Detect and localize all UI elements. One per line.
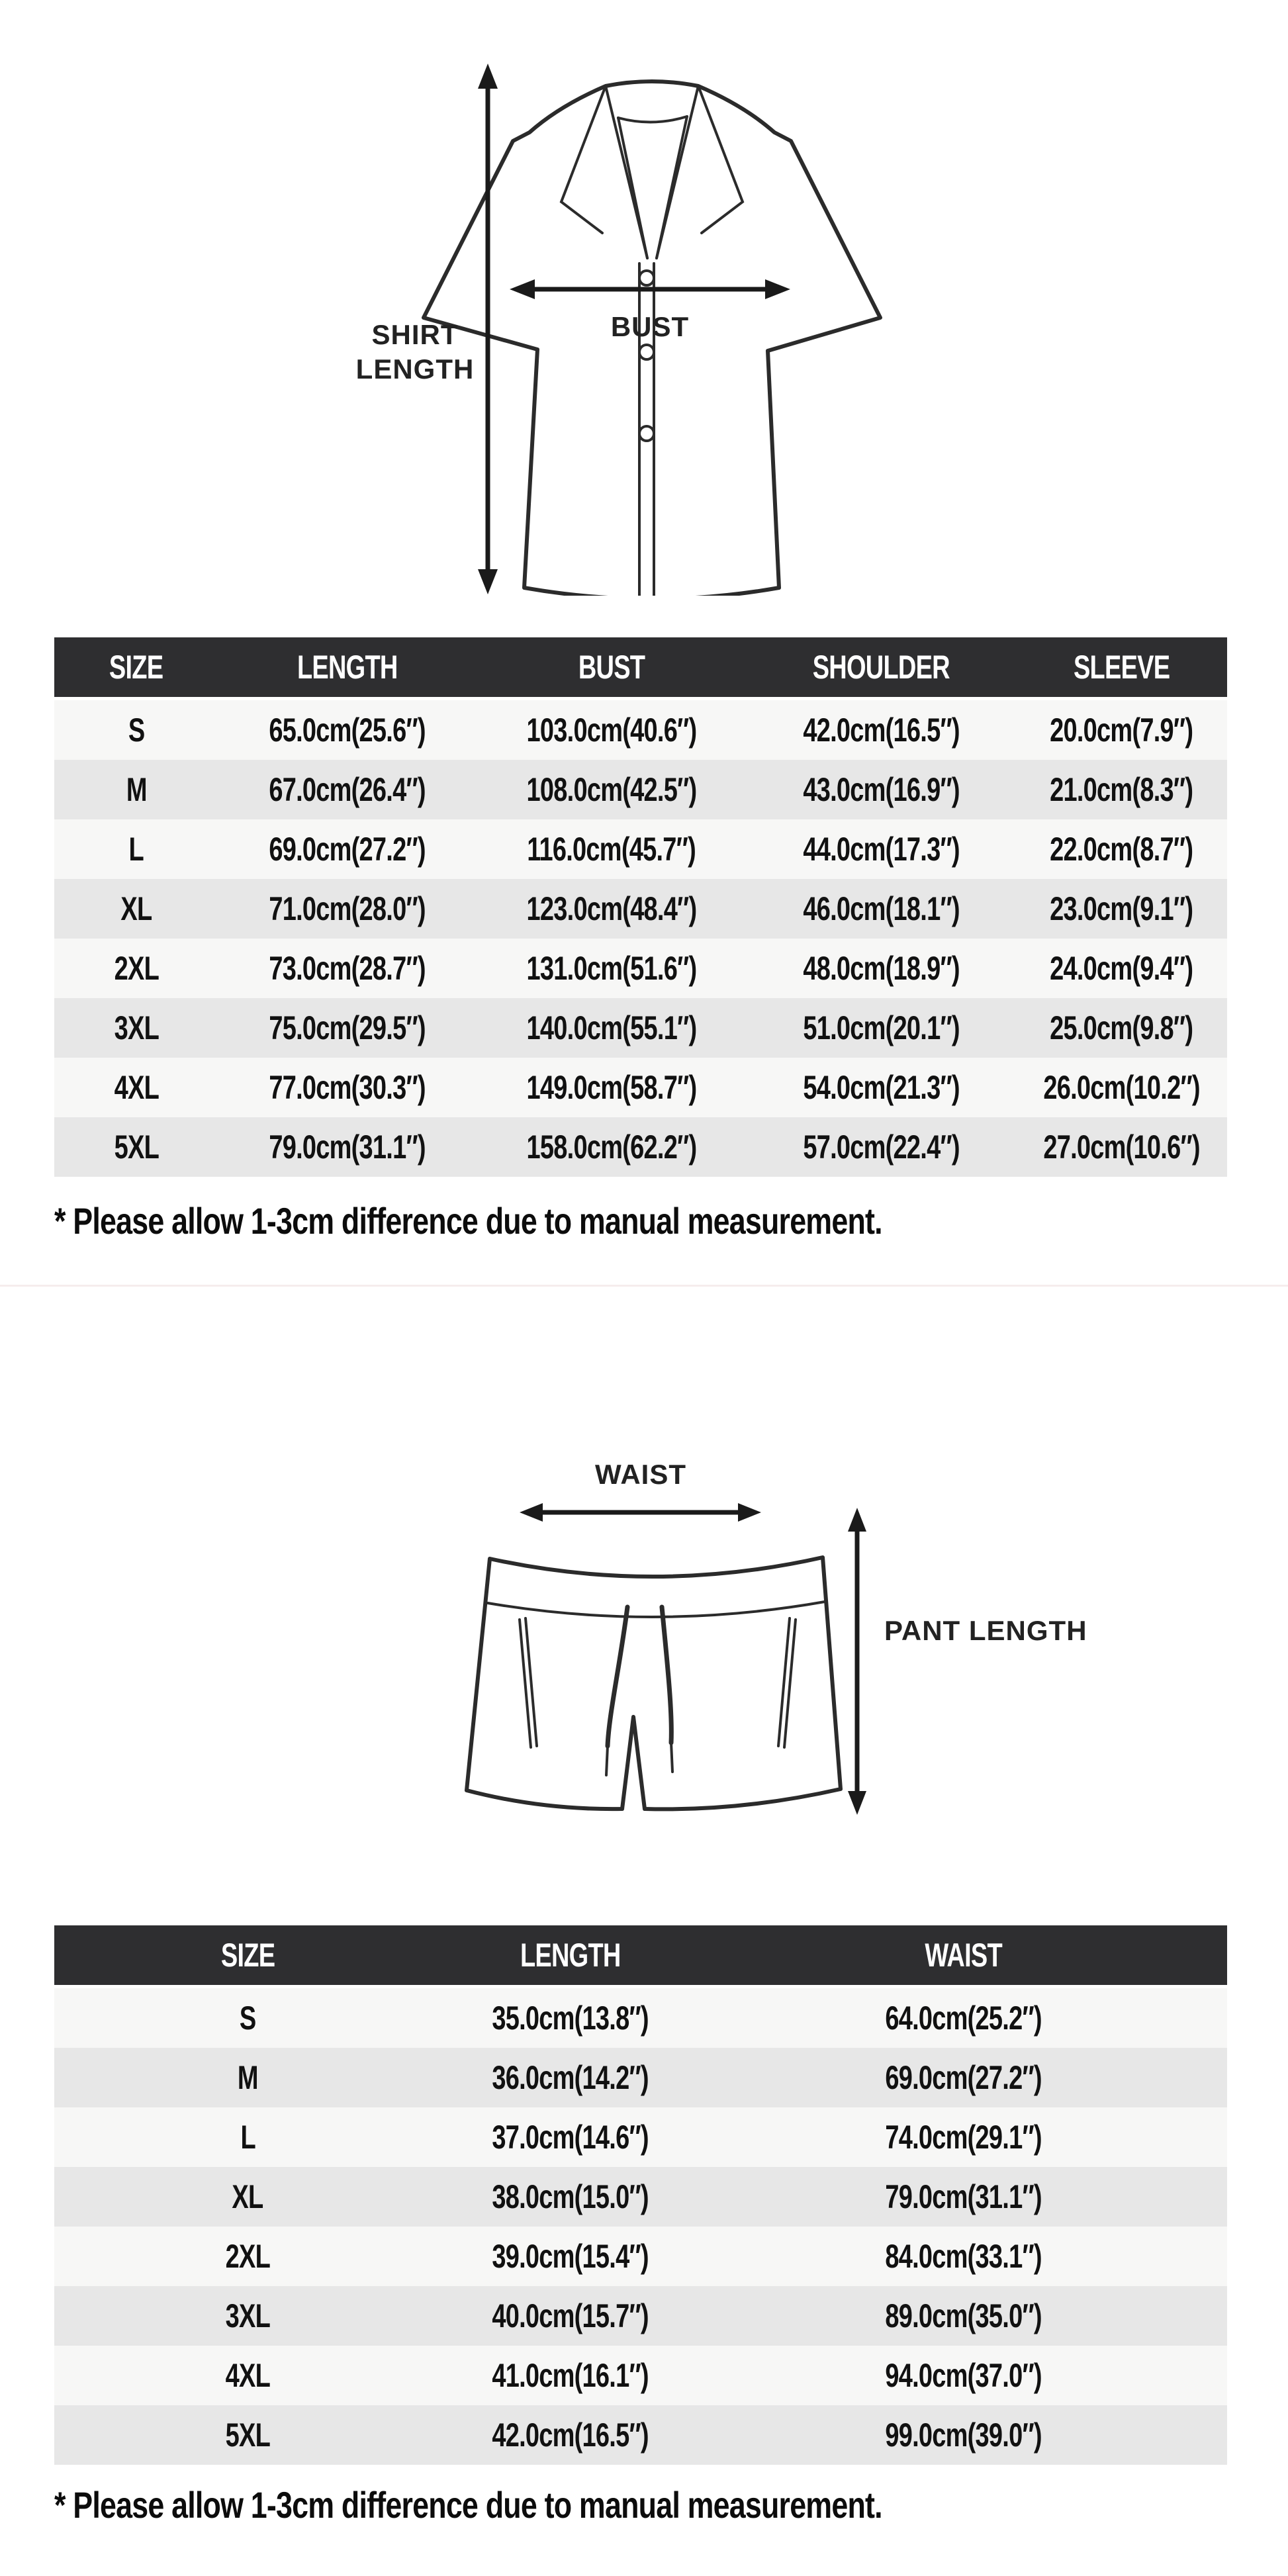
size-cell: M [237,2059,258,2096]
table-row [54,939,1227,998]
length-cell: 67.0cm(26.4″) [269,771,426,808]
sleeve-cell: 21.0cm(8.3″) [1050,771,1193,808]
waist-cell: 64.0cm(25.2″) [885,2000,1042,2037]
bust-cell: 123.0cm(48.4″) [526,890,697,927]
pant-length-arrow [848,1508,866,1815]
header-waist: WAIST [700,1925,1227,1987]
shorts-size-table [54,1925,1227,2465]
length-cell: 77.0cm(30.3″) [269,1069,426,1106]
size-cell: S [128,712,145,749]
table-row [54,2405,1227,2465]
sleeve-cell: 20.0cm(7.9″) [1050,712,1193,749]
table-row [54,819,1227,879]
size-cell: L [128,831,144,868]
size-cell: XL [120,890,152,927]
length-cell: 79.0cm(31.1″) [269,1128,426,1166]
measurement-note: * Please allow 1-3cm difference due to manual measurement. [54,1200,882,1242]
header-bust: BUST [477,637,747,699]
length-cell: 41.0cm(16.1″) [492,2357,649,2394]
size-cell: L [240,2119,255,2156]
length-cell: 69.0cm(27.2″) [269,831,426,868]
shirt-table-header-row [54,637,1227,699]
shoulder-cell: 51.0cm(20.1″) [802,1009,960,1046]
header-shoulder: SHOULDER [746,637,1016,699]
size-cell: 3XL [114,1009,159,1046]
length-cell: 38.0cm(15.0″) [492,2178,649,2215]
bust-cell: 158.0cm(62.2″) [526,1128,697,1166]
shirt-length-label-line1: SHIRT [371,319,459,350]
shoulder-cell: 57.0cm(22.4″) [802,1128,960,1166]
shirt-diagram [0,53,1288,596]
size-cell: 2XL [114,950,159,987]
length-cell: 37.0cm(14.6″) [492,2119,649,2156]
waist-cell: 69.0cm(27.2″) [885,2059,1042,2096]
size-cell: S [240,2000,256,2037]
length-cell: 42.0cm(16.5″) [492,2416,649,2454]
table-row [54,699,1227,760]
table-row [54,1987,1227,2048]
bust-cell: 116.0cm(45.7″) [527,831,696,868]
waist-arrow [520,1503,761,1522]
waist-cell: 94.0cm(37.0″) [885,2357,1042,2394]
table-row [54,2227,1227,2286]
measurement-note: * Please allow 1-3cm difference due to manual measurement. [54,2484,882,2526]
sleeve-cell: 23.0cm(9.1″) [1050,890,1193,927]
header-length: LENGTH [441,1925,700,1987]
sleeve-cell: 25.0cm(9.8″) [1050,1009,1193,1046]
length-cell: 71.0cm(28.0″) [269,890,426,927]
bust-cell: 103.0cm(40.6″) [526,712,697,749]
shoulder-cell: 54.0cm(21.3″) [802,1069,960,1106]
length-cell: 40.0cm(15.7″) [492,2297,649,2334]
table-row [54,2048,1227,2107]
waist-cell: 84.0cm(33.1″) [885,2238,1042,2275]
waist-label: WAIST [595,1459,686,1490]
size-cell: 4XL [225,2357,271,2394]
shorts-diagram [0,1430,1288,1827]
header-sleeve: SLEEVE [1016,637,1227,699]
size-cell: 2XL [225,2238,271,2275]
bust-label: BUST [610,311,690,342]
shoulder-cell: 46.0cm(18.1″) [802,890,960,927]
shoulder-cell: 42.0cm(16.5″) [802,712,960,749]
table-row [54,2107,1227,2167]
sleeve-cell: 26.0cm(10.2″) [1043,1069,1200,1106]
shoulder-cell: 43.0cm(16.9″) [802,771,960,808]
waist-cell: 74.0cm(29.1″) [885,2119,1042,2156]
waist-cell: 79.0cm(31.1″) [885,2178,1042,2215]
size-cell: M [126,771,147,808]
table-row [54,2167,1227,2227]
header-length: LENGTH [218,637,477,699]
bust-cell: 131.0cm(51.6″) [526,950,697,987]
length-cell: 39.0cm(15.4″) [492,2238,649,2275]
waist-cell: 99.0cm(39.0″) [885,2416,1042,2454]
shirt-length-label-line2: LENGTH [355,353,475,385]
length-cell: 65.0cm(25.6″) [269,712,426,749]
shoulder-cell: 44.0cm(17.3″) [802,831,960,868]
shoulder-cell: 48.0cm(18.9″) [802,950,960,987]
bust-cell: 140.0cm(55.1″) [526,1009,697,1046]
section-divider [0,1285,1288,1287]
length-cell: 75.0cm(29.5″) [269,1009,426,1046]
table-row [54,1117,1227,1177]
size-cell: 3XL [225,2297,271,2334]
bust-cell: 108.0cm(42.5″) [526,771,697,808]
table-row [54,2346,1227,2405]
bust-cell: 149.0cm(58.7″) [526,1069,697,1106]
size-cell: 5XL [114,1128,159,1166]
sleeve-cell: 22.0cm(8.7″) [1050,831,1193,868]
header-size: SIZE [54,1925,441,1987]
waist-cell: 89.0cm(35.0″) [885,2297,1042,2334]
shorts-outline-drawing [467,1557,841,1809]
table-row [54,879,1227,939]
size-cell: XL [232,2178,263,2215]
table-row [54,1058,1227,1117]
length-cell: 36.0cm(14.2″) [492,2059,649,2096]
table-row [54,760,1227,819]
sleeve-cell: 24.0cm(9.4″) [1050,950,1193,987]
size-cell: 5XL [225,2416,271,2454]
shirt-size-table [54,637,1227,1177]
header-size: SIZE [54,637,218,699]
length-cell: 35.0cm(13.8″) [492,2000,649,2037]
sleeve-cell: 27.0cm(10.6″) [1043,1128,1200,1166]
table-row [54,998,1227,1058]
table-row [54,2286,1227,2346]
shorts-table-header-row [54,1925,1227,1987]
size-cell: 4XL [114,1069,159,1106]
length-cell: 73.0cm(28.7″) [269,950,426,987]
pant-length-label: PANT LENGTH [884,1615,1087,1646]
